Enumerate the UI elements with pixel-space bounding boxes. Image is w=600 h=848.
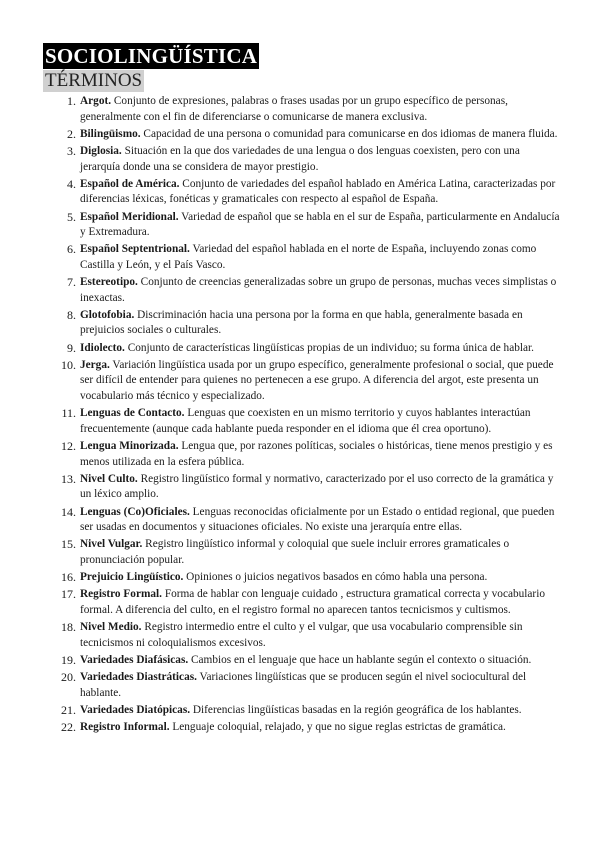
term-name: Español de América. [80, 177, 180, 190]
term-name: Glotofobia. [80, 308, 135, 321]
list-item [61, 587, 560, 618]
term-definition: Conjunto de características lingüísticas propias de un individuo; su forma única de hablar. [124, 341, 534, 354]
list-number: 8. [67, 307, 76, 322]
list-item [67, 242, 560, 273]
list-number: 16. [61, 570, 76, 585]
term-definition: Lenguaje coloquial, relajado, y que no sigue reglas estrictas de gramática. [169, 721, 506, 734]
term-name: Argot. [80, 95, 112, 107]
list-item [61, 570, 560, 586]
term-name: Registro Formal. [80, 588, 162, 601]
list-number: 3. [67, 143, 76, 158]
list-number: 19. [61, 652, 76, 667]
term-definition: Capacidad de una persona o comunidad para comunicarse en dos idiomas de manera fluida. [140, 127, 558, 140]
list-item [67, 143, 560, 175]
list-item [61, 357, 560, 405]
term-definition: Conjunto de creencias generalizadas sobre un grupo de personas, muchas veces simplistas o inexactas. [80, 276, 557, 304]
term-definition: Registro lingüístico informal y coloquial que suele incluir errores gramaticales o pronunciación popular. [80, 538, 510, 566]
term-name: Lenguas (Co)Oficiales. [80, 505, 190, 518]
list-item [61, 720, 560, 736]
list-number: 14. [61, 504, 76, 519]
term-name: Jerga. [80, 358, 110, 371]
list-item [61, 471, 560, 503]
term-definition: Lenguas reconocidas oficialmente por un Estado o entidad regional, que pueden ser usadas en documentos y situaciones oficiales. No existe una jerarquía entre ellas. [80, 505, 555, 534]
term-definition: Variación lingüística usada por un grupo específico, generalmente profesional o social, que puede ser difícil de entender para quienes no pertenecen a ese grupo. A diferencia del argot, este presenta un vocabulario más técnico y especializado. [80, 358, 554, 403]
list-number: 18. [61, 620, 76, 635]
list-item [67, 340, 560, 357]
list-number: 11. [61, 406, 76, 421]
term-definition: Conjunto de expresiones, palabras o frases usadas por un grupo específico de personas, generalmente con el fin de diferenciarse o comunicarse de manera exclusiva. [80, 95, 508, 123]
term-definition: Lenguas que coexisten en un mismo territorio y cuyos hablantes interactúan frecuentemente (aunque cada hablante pueda responder en el idioma que él crea oportuno). [80, 407, 531, 435]
list-number: 21. [61, 702, 76, 717]
list-item [67, 275, 560, 306]
list-item [61, 439, 560, 470]
term-definition: Variedad de español que se habla en el sur de España, particularmente en Andalucía y Extremadura. [80, 210, 560, 239]
list-item [67, 209, 560, 241]
term-name: Prejuicio Lingüístico. [80, 571, 184, 584]
term-name: Idiolecto. [80, 341, 125, 354]
list-item [61, 670, 560, 701]
list-number: 10. [61, 357, 76, 372]
terms-list [61, 94, 560, 737]
list-number: 15. [61, 537, 76, 552]
term-definition: Lengua que, por razones políticas, sociales o históricas, tiene menos prestigio y es menos utilizada en la esfera pública. [80, 440, 553, 468]
list-number: 9. [67, 340, 76, 355]
list-number: 5. [67, 209, 76, 224]
term-definition: Situación en la que dos variedades de una lengua o dos lenguas coexisten, pero con una jerarquía donde una se considera de mayor prestigio. [80, 144, 520, 173]
term-name: Variedades Diatópicas. [80, 703, 191, 716]
term-definition: Cambios en el lenguaje que hace un hablante según el contexto o situación. [188, 653, 532, 666]
list-item [61, 620, 560, 651]
term-name: Variedades Diastráticas. [80, 671, 197, 684]
term-definition: Variaciones lingüísticas que se producen según el nivel sociocultural del hablante. [80, 671, 527, 699]
term-name: Nivel Medio. [80, 621, 142, 634]
term-name: Bilingüismo. [80, 127, 141, 140]
section-heading: TÉRMINOS [45, 70, 143, 91]
term-definition: Conjunto de variedades del español hablado en América Latina, caracterizadas por diferencias léxicas, fonéticas y gramaticales con respecto al español de España. [80, 177, 556, 206]
list-item [61, 406, 560, 437]
term-definition: Registro intermedio entre el culto y el vulgar, que usa vocabulario comprensible sin tecnicismos ni coloquialismos excesivos. [80, 621, 523, 649]
list-number: 4. [67, 176, 76, 191]
term-name: Lenguas de Contacto. [80, 407, 185, 420]
list-number: 20. [61, 670, 76, 685]
list-number: 7. [67, 275, 76, 290]
term-name: Español Meridional. [80, 210, 179, 223]
list-number: 22. [61, 720, 76, 735]
term-definition: Discriminación hacia una persona por la forma en que habla, generalmente basada en prejuicios sociales o culturales. [80, 308, 523, 337]
list-item [61, 537, 560, 568]
list-number: 1. [67, 94, 76, 108]
list-number: 17. [61, 587, 76, 602]
list-item [67, 176, 560, 208]
term-definition: Variedad del español hablada en el norte de España, incluyendo zonas como Castilla y León, y el País Vasco. [80, 243, 537, 271]
list-number: 13. [61, 471, 76, 486]
list-item [67, 126, 560, 143]
term-definition: Diferencias lingüísticas basadas en la región geográfica de los hablantes. [190, 703, 522, 716]
list-item [61, 504, 560, 536]
page-title: SOCIOLINGÜÍSTICA [45, 44, 258, 68]
term-name: Español Septentrional. [80, 243, 190, 256]
term-name: Estereotipo. [80, 276, 138, 289]
list-item [61, 652, 560, 669]
term-definition: Registro lingüístico formal y normativo, caracterizado por el uso correcto de la gramática y un léxico amplio. [80, 472, 554, 501]
list-item [67, 307, 560, 339]
list-number: 6. [67, 242, 76, 257]
term-name: Lengua Minorizada. [80, 440, 179, 452]
term-name: Registro Informal. [80, 721, 170, 734]
list-item [67, 94, 560, 125]
term-name: Nivel Culto. [80, 472, 138, 485]
list-item [61, 702, 560, 719]
term-name: Diglosia. [80, 144, 122, 157]
list-number: 12. [61, 439, 76, 453]
list-number: 2. [67, 126, 76, 141]
term-definition: Opiniones o juicios negativos basados en cómo habla una persona. [183, 571, 488, 584]
term-name: Nivel Vulgar. [80, 538, 143, 551]
term-name: Variedades Diafásicas. [80, 653, 189, 666]
term-definition: Forma de hablar con lenguaje cuidado , estructura gramatical correcta y vocabulario formal. A diferencia del culto, en el registro formal no aparecen tantos tecnicismos y cultismos. [80, 588, 545, 616]
